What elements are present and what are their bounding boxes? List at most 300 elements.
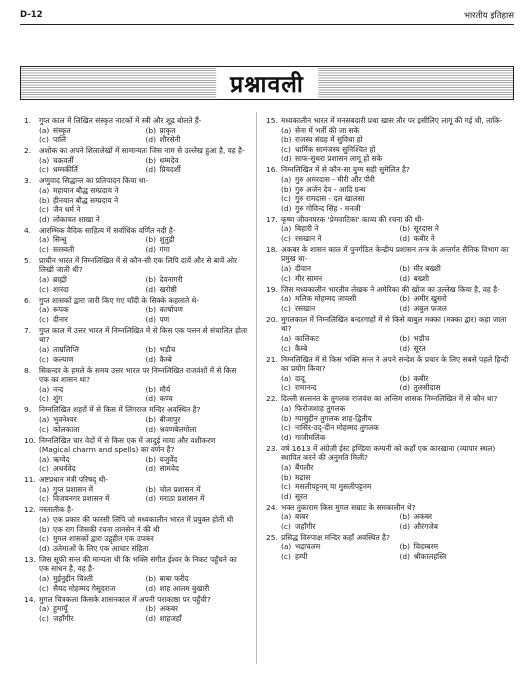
option-letter: (d): [281, 491, 292, 501]
header-rule: [20, 24, 514, 25]
option-text: रसखान ने: [295, 233, 322, 243]
option-text: ताम्रलिप्ति: [53, 345, 79, 354]
answer-option: [39, 604, 142, 614]
option-letter: (d): [281, 154, 292, 164]
question-number: 1.: [24, 116, 32, 125]
option-letter: (d): [145, 424, 156, 434]
option-letter: (d): [399, 521, 410, 531]
answer-option: [39, 135, 142, 145]
option-text: मलिक मोहम्मद जायसी: [295, 294, 357, 304]
option-text: धम्मकीर्ति: [53, 165, 78, 175]
option-letter: (b): [399, 334, 410, 344]
option-letter: (a): [39, 185, 50, 195]
question-item: [266, 285, 514, 314]
question-item: [24, 436, 248, 474]
question-text: प्राचीन भारत में निम्नलिखित में से कौन-सी एक लिपि दायें और से बायें ओर लिखी जाती थी?: [39, 255, 238, 275]
option-letter: (a): [39, 604, 50, 614]
option-list: [24, 455, 248, 474]
question-text: जिस मध्यकालीन भारतीय लेखक ने अमेरिका की खोज का उल्लेख किया है, वह है-: [281, 284, 500, 294]
option-letter: (a): [281, 462, 292, 472]
answer-option: [146, 584, 249, 594]
option-text: गाजीमलिक: [295, 432, 326, 442]
answer-option: [146, 485, 249, 495]
option-letter: (b): [281, 413, 292, 423]
question-stem: [266, 444, 514, 463]
answer-option: [39, 215, 248, 225]
answer-option: [400, 224, 515, 234]
option-letter: (b): [399, 294, 410, 304]
question-number: 10.: [24, 435, 36, 445]
question-stem: [266, 394, 514, 404]
option-list: [24, 186, 248, 224]
option-text: शुतुद्री: [159, 235, 175, 245]
option-letter: (b): [281, 184, 292, 194]
option-letter: (a): [39, 515, 50, 525]
option-text: कल्याण: [53, 354, 74, 364]
option-letter: (b): [145, 454, 156, 464]
answer-option: [39, 165, 142, 175]
option-text: विजयनगर प्रशासन में: [53, 494, 110, 504]
question-item: [24, 116, 248, 145]
question-number: 17.: [266, 214, 278, 224]
option-text: बिहारी ने: [295, 224, 319, 234]
option-text: अकबर: [413, 512, 433, 522]
option-list: [266, 224, 514, 243]
option-text: अकबर: [159, 604, 179, 614]
answer-option: [146, 345, 249, 355]
option-letter: (c): [39, 354, 49, 364]
answer-option: [400, 334, 515, 344]
option-list: [24, 305, 248, 324]
question-number: 24.: [266, 502, 278, 512]
option-letter: (a): [281, 512, 292, 522]
option-text: हुमायूँ: [53, 604, 68, 614]
option-text: कार्षापण: [159, 305, 183, 315]
answer-option: [400, 383, 515, 393]
question-stem: [24, 555, 248, 574]
answer-option: [39, 205, 248, 215]
answer-option: [39, 196, 248, 206]
option-text: गुरु रामदास - दल खालसा: [295, 194, 365, 204]
question-stem: [24, 256, 248, 275]
option-list: [266, 374, 514, 393]
option-list: [266, 126, 514, 164]
option-text: दीवान: [295, 264, 311, 274]
option-letter: (c): [281, 194, 291, 204]
question-stem: [24, 366, 248, 385]
question-item: [24, 405, 248, 434]
option-text: सेना में भर्ती की जा सके: [295, 125, 360, 135]
option-letter: (c): [39, 394, 49, 404]
option-text: सिन्धु: [53, 235, 67, 245]
option-letter: (a): [39, 125, 50, 135]
question-item: [24, 505, 248, 553]
answer-option: [39, 534, 248, 544]
option-letter: (a): [281, 542, 292, 552]
option-letter: (a): [39, 305, 50, 315]
option-letter: (d): [39, 543, 50, 553]
question-item: [266, 503, 514, 532]
option-list: [24, 126, 248, 145]
option-text: पालि: [53, 135, 67, 145]
option-letter: (a): [39, 345, 50, 354]
answer-option: [281, 344, 396, 354]
answer-option: [39, 345, 142, 355]
answer-option: [281, 294, 396, 304]
option-text: एक प्रकार की फारसी लिपि जो मध्यकालीन भारत में प्रयुक्त होती थी: [53, 515, 234, 525]
answer-option: [146, 394, 249, 404]
question-item: [24, 146, 248, 175]
answer-option: [281, 433, 514, 443]
option-text: कोलकाता: [53, 424, 80, 434]
question-text: कृष्ण जीवनपरक 'प्रेमवाटिका' काव्य की रचना की थी-: [281, 214, 424, 224]
option-letter: (c): [39, 534, 49, 544]
option-text: फिरोजशाह तुगलक: [295, 403, 346, 413]
answer-option: [39, 315, 142, 325]
option-text: देवनागरी: [159, 275, 183, 285]
option-text: बाबर: [295, 512, 309, 522]
option-text: कबीर: [413, 373, 429, 383]
option-letter: (b): [145, 275, 156, 285]
answer-option: [281, 185, 514, 195]
option-text: नासिर-उद्-दीन मोहम्मद तुगलक: [295, 423, 379, 433]
option-letter: (d): [145, 354, 156, 364]
option-letter: (d): [145, 394, 156, 404]
answer-option: [39, 156, 142, 166]
option-text: अथर्ववेद: [53, 464, 76, 474]
answer-option: [146, 355, 249, 365]
option-text: धम्मदेव: [159, 155, 179, 165]
option-text: यजुर्वेद: [159, 454, 178, 464]
option-text: मुगल शासकों द्वारा उद्गृहीत एक उपकर: [53, 534, 154, 544]
question-item: [24, 256, 248, 294]
answer-option: [281, 234, 396, 244]
option-text: साफ-सुथरा प्रशासन लागू हो सके: [295, 154, 383, 164]
option-letter: (a): [39, 574, 50, 583]
option-list: [266, 175, 514, 213]
option-letter: (c): [281, 482, 291, 492]
question-text: दिल्ली सल्तनत के तुगलक राजवंश का अन्तिम शासक निम्नलिखित में से कौन था?: [281, 394, 498, 404]
option-letter: (a): [281, 125, 292, 135]
question-text: गुप्त काल में उत्तर भारत में निम्नलिखित में से किस एक पत्तन से संचालित होता था?: [39, 325, 248, 345]
option-text: ग्यासुद्दीन तुगलक शाह-द्वितीय: [295, 413, 372, 423]
option-list: [24, 485, 248, 504]
answer-option: [281, 404, 514, 414]
question-number: 6.: [24, 295, 32, 305]
option-text: तुलसीदास: [413, 383, 441, 393]
option-text: गुरु अर्जन देव - आदि ग्रन्थ: [295, 184, 366, 194]
question-item: [24, 226, 248, 255]
answer-option: [281, 145, 514, 155]
option-letter: (b): [145, 125, 156, 135]
question-item: [266, 355, 514, 393]
option-letter: (b): [281, 135, 292, 145]
option-list: [24, 156, 248, 175]
question-stem: [24, 505, 248, 515]
option-text: प्राकृत: [159, 125, 176, 135]
option-text: गुरु गोविन्द सिंह - मनजी: [295, 203, 361, 213]
option-letter: (d): [145, 494, 156, 504]
option-letter: (b): [281, 472, 292, 482]
answer-option: [400, 374, 515, 384]
option-list: [24, 345, 248, 364]
option-letter: (c): [281, 144, 291, 154]
option-letter: (b): [145, 484, 156, 494]
option-text: शाहजहाँ: [159, 613, 182, 623]
option-text: सरस्वती: [53, 244, 75, 254]
answer-option: [39, 126, 142, 136]
option-list: [24, 275, 248, 294]
option-letter: (a): [281, 294, 292, 304]
option-text: अबुल फजल: [413, 303, 447, 313]
option-text: हीनयान बौद्ध सम्प्रदाय ने: [53, 195, 119, 205]
option-letter: (c): [39, 494, 49, 504]
option-letter: (a): [39, 484, 50, 494]
option-letter: (d): [145, 583, 156, 593]
answer-option: [39, 574, 142, 584]
answer-option: [400, 274, 515, 284]
answer-option: [39, 275, 142, 285]
option-text: औरंगजेब: [413, 521, 438, 531]
question-item: [24, 326, 248, 364]
option-letter: (c): [281, 273, 291, 283]
option-letter: (a): [281, 403, 292, 413]
option-text: श्रीकालहस्ति: [413, 552, 447, 562]
option-text: सूरदास ने: [413, 224, 439, 234]
answer-option: [281, 126, 514, 136]
option-letter: (d): [145, 464, 156, 474]
option-letter: (b): [145, 235, 156, 245]
answer-option: [281, 423, 514, 433]
question-item: [266, 116, 514, 164]
option-text: श्रवणबेलगोला: [159, 424, 197, 434]
option-letter: (c): [39, 284, 49, 294]
question-stem: [266, 355, 514, 374]
answer-option: [146, 285, 249, 295]
option-letter: (c): [281, 423, 291, 433]
option-text: चक्रवर्ती: [53, 155, 74, 165]
answer-option: [281, 552, 396, 562]
option-letter: (b): [39, 524, 50, 534]
left-question-column: [24, 116, 248, 664]
question-text: गुप्त शासकों द्वारा जारी किए गए चाँदी के सिक्के कहलाते थे-: [39, 295, 199, 305]
option-letter: (d): [39, 214, 50, 224]
question-number: 23.: [266, 443, 278, 453]
question-number: 8.: [24, 365, 32, 375]
answer-option: [146, 156, 249, 166]
option-text: मौर्य: [159, 384, 171, 394]
option-letter: (b): [399, 512, 410, 522]
answer-option: [39, 394, 142, 404]
question-stem: [24, 595, 248, 605]
question-text: मुगल चित्रकला किसके शासनकाल में अपनी पराकाष्ठा पर पहुँची?: [39, 594, 211, 604]
option-text: गुरु अमरदास - मीरी और पीरी: [295, 174, 375, 184]
answer-option: [39, 285, 142, 295]
option-text: ब्राह्मी: [53, 275, 67, 285]
option-text: धार्मिक सामंजस्य सुनिश्चित हो: [295, 144, 376, 154]
option-text: जैन धर्म ने: [53, 205, 81, 215]
answer-option: [400, 552, 515, 562]
option-text: हम्पी: [295, 552, 308, 562]
question-item: [266, 444, 514, 502]
question-text: मुगलकाल में निम्नलिखित बन्दरगाहों में से किसे बाबुल मक्का (मक्का द्वार) कहा जाता था?: [281, 314, 507, 334]
answer-option: [281, 175, 514, 185]
option-letter: (a): [281, 373, 292, 383]
option-letter: (a): [281, 264, 292, 274]
option-text: एक राग जिसकी रचना तानसेन ने की थी: [53, 524, 160, 534]
option-text: चोल प्रशासन में: [159, 484, 201, 494]
option-letter: (a): [281, 174, 292, 184]
answer-option: [146, 604, 249, 614]
option-text: दादू: [295, 373, 305, 383]
option-letter: (a): [39, 384, 50, 394]
question-stem: [266, 215, 514, 225]
answer-option: [281, 224, 396, 234]
option-text: जहाँगीर: [53, 613, 74, 623]
question-item: [266, 394, 514, 442]
option-letter: (d): [399, 273, 410, 283]
option-text: रूपक: [53, 305, 69, 315]
page-header: [0, 0, 530, 26]
question-item: [24, 475, 248, 504]
question-item: [266, 165, 514, 213]
answer-option: [281, 194, 514, 204]
answer-option: [400, 294, 515, 304]
option-list: [266, 404, 514, 442]
question-text: नस्तालीक है-: [39, 505, 74, 515]
option-text: गंगा: [159, 244, 170, 254]
question-text: मध्यकालीन भारत में मनसबदारी प्रथा खास तौर पर इसीलिए लागू की गई थी, ताकि-: [281, 116, 503, 125]
option-list: [266, 264, 514, 283]
question-text: सिकन्दर के हमले के समय उत्तर भारत पर निम्नलिखित राजवंशों में से किस एक का शासन था?: [39, 365, 237, 385]
question-number: 25.: [266, 532, 278, 542]
option-text: कैम्बे: [295, 343, 308, 353]
option-text: अमीर खुसरो: [413, 294, 447, 304]
option-letter: (c): [281, 343, 291, 353]
question-number: 13.: [24, 554, 36, 564]
option-list: [24, 574, 248, 593]
answer-option: [146, 245, 249, 255]
option-letter: (d): [399, 343, 410, 353]
answer-option: [281, 264, 396, 274]
right-question-column: [266, 116, 514, 664]
answer-option: [281, 414, 514, 424]
question-stem: [266, 285, 514, 295]
option-letter: (b): [145, 604, 156, 614]
question-text: निम्नलिखित चार वेदों में से किस एक में जादुई माया और वशीकरण (Magical charm and spells) का वर्णन है?: [39, 435, 216, 455]
question-stem: [24, 326, 248, 345]
option-letter: (b): [39, 195, 50, 205]
option-list: [266, 463, 514, 501]
option-letter: (b): [145, 345, 156, 354]
answer-option: [146, 415, 249, 425]
answer-option: [146, 235, 249, 245]
question-text: गुप्त काल में लिखित संस्कृत नाटकों में स्त्री और शूद्र बोलते हैं-: [39, 116, 202, 125]
question-number: 14.: [24, 594, 36, 604]
option-letter: (a): [39, 454, 50, 464]
option-text: रसखान: [295, 303, 316, 313]
question-text: निम्नलिखित में से किस भक्ति सन्त ने अपने सन्देश के प्रचार के लिए सबसे पहले हिन्दी का प्रयोग किया?: [281, 354, 509, 374]
option-letter: (d): [145, 244, 156, 254]
answer-option: [39, 415, 142, 425]
question-number: 2.: [24, 146, 32, 156]
option-text: नन्द: [53, 384, 64, 394]
option-letter: (d): [399, 552, 410, 562]
answer-option: [39, 494, 142, 504]
question-stem: [266, 533, 514, 543]
question-number: 19.: [266, 284, 278, 294]
question-number: 4.: [24, 225, 32, 235]
answer-option: [281, 274, 396, 284]
page-number: D-12: [20, 10, 43, 20]
answer-option: [39, 485, 142, 495]
option-letter: (a): [39, 414, 50, 424]
answer-option: [39, 305, 142, 315]
option-text: जहाँगीर: [295, 521, 316, 531]
answer-option: [39, 245, 142, 255]
answer-option: [281, 492, 514, 502]
option-text: बाबा फरीद: [159, 574, 189, 583]
option-letter: (c): [281, 521, 291, 531]
question-stem: [24, 405, 248, 415]
option-letter: (d): [145, 314, 156, 324]
option-text: भुवनेश्वर: [53, 414, 77, 424]
question-text: अष्टप्रधान मंत्री परिषद् थी-: [39, 475, 108, 485]
option-text: बैंगलौर: [295, 462, 314, 472]
question-item: [24, 366, 248, 404]
option-text: सामवेद: [159, 464, 179, 474]
answer-option: [39, 464, 142, 474]
option-text: उलेमाओं के लिए एक आचार संहिता: [53, 543, 149, 553]
question-item: [266, 245, 514, 283]
option-text: मसलीपट्टनम् या मुसलीपट्टनम: [295, 482, 372, 492]
option-text: भड़ौच: [413, 334, 430, 344]
question-number: 3.: [24, 176, 32, 186]
answer-option: [281, 512, 396, 522]
answer-option: [281, 304, 396, 314]
option-list: [24, 515, 248, 553]
question-text: भक्त तुकाराम किस मुगल सम्राट के समकालीन थे?: [281, 502, 416, 512]
question-stem: [24, 176, 248, 186]
option-letter: (b): [145, 574, 156, 583]
answer-option: [146, 315, 249, 325]
option-text: बख्शी: [413, 273, 430, 283]
option-letter: (a): [39, 155, 50, 165]
answer-option: [39, 186, 248, 196]
option-text: दीनार: [53, 314, 68, 324]
option-letter: (d): [145, 165, 156, 175]
option-text: पण: [159, 314, 170, 324]
option-letter: (c): [281, 552, 291, 562]
answer-option: [146, 165, 249, 175]
option-text: कण्व: [159, 394, 173, 404]
option-list: [266, 542, 514, 561]
option-letter: (d): [281, 203, 292, 213]
question-number: 12.: [24, 505, 36, 515]
question-item: [24, 176, 248, 224]
option-text: सूरत: [295, 491, 308, 501]
answer-option: [400, 304, 515, 314]
question-item: [266, 533, 514, 562]
question-item: [24, 555, 248, 593]
answer-option: [39, 425, 142, 435]
question-item: [24, 595, 248, 624]
question-item: [266, 315, 514, 353]
option-letter: (c): [281, 303, 291, 313]
answer-option: [146, 455, 249, 465]
answer-option: [39, 515, 248, 525]
option-list: [266, 334, 514, 353]
